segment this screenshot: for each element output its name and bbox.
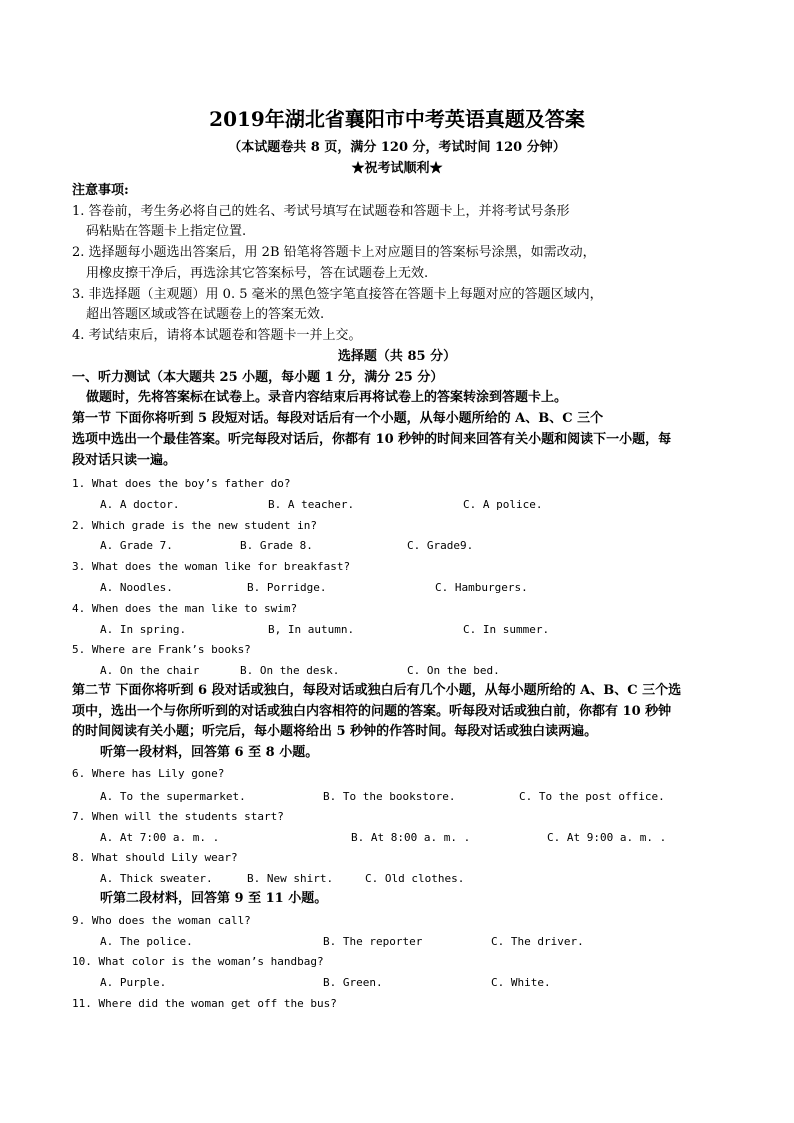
section-heading: 一、听力测试（本大题共 25 小题，每小题 1 分，满分 25 分） xyxy=(72,370,444,385)
part1-instruction: 第一节 下面你将听到 5 段短对话。每段对话后有一个小题，从每小题所给的 A、B、C 三个 xyxy=(72,411,604,426)
option-c: C. On the bed. xyxy=(407,664,500,677)
page-title: 2019年湖北省襄阳市中考英语真题及答案 xyxy=(209,107,585,131)
part2-instruction: 项中，选出一个与你所听到的对话或独白内容相符的问题的答案。听每段对话或独白前，你都有 10 秒钟 xyxy=(72,704,672,719)
material-heading: 听第一段材料，回答第 6 至 8 小题。 xyxy=(100,745,319,760)
notes-heading: 注意事项: xyxy=(72,183,129,198)
part2-instruction: 第二节 下面你将听到 6 段对话或独白，每段对话或独白后有几个小题，从每小题所给的 A、B、C 三个选 xyxy=(72,683,682,698)
note-line: 码粘贴在答题卡上指定位置. xyxy=(86,224,247,239)
note-line: 超出答题区域或答在试题卷上的答案无效. xyxy=(86,307,325,322)
question-text: 2. Which grade is the new student in? xyxy=(72,519,318,532)
note-line: 3. 非选择题（主观题）用 0. 5 毫米的黑色签字笔直接答在答题卡上每题对应的答题区域内， xyxy=(72,287,603,302)
blessing-line: ★祝考试顺利★ xyxy=(351,161,443,176)
option-a: A. The police. xyxy=(100,935,193,948)
option-c: C. Hamburgers. xyxy=(435,581,528,594)
question-text: 4. When does the man like to swim? xyxy=(72,602,298,615)
option-a: A. In spring. xyxy=(100,623,187,636)
question-text: 10. What color is the woman’s handbag? xyxy=(72,955,324,968)
question-text: 8. What should Lily wear? xyxy=(72,851,238,864)
option-a: A. Noodles. xyxy=(100,581,173,594)
option-b: B. New shirt. xyxy=(247,872,334,885)
option-b: B. The reporter xyxy=(323,935,423,948)
part1-instruction: 选项中选出一个最佳答案。听完每段对话后，你都有 10 秒钟的时间来回答有关小题和阅读下一小题，每 xyxy=(72,432,672,447)
question-text: 11. Where did the woman get off the bus? xyxy=(72,997,337,1010)
note-line: 1. 答卷前，考生务必将自己的姓名、考试号填写在试题卷和答题卡上，并将考试号条形 xyxy=(72,204,570,219)
question-text: 9. Who does the woman call? xyxy=(72,914,251,927)
option-c: C. The driver. xyxy=(491,935,584,948)
question-text: 5. Where are Frank’s books? xyxy=(72,643,251,656)
question-text: 7. When will the students start? xyxy=(72,810,284,823)
section-instruction: 做题时，先将答案标在试卷上。录音内容结束后再将试卷上的答案转涂到答题卡上。 xyxy=(86,390,568,405)
part2-instruction: 的时间阅读有关小题；听完后，每小题将给出 5 秒钟的作答时间。每段对话或独白读两遍。 xyxy=(72,724,598,739)
option-b: B. Grade 8. xyxy=(240,539,313,552)
option-b: B. On the desk. xyxy=(240,664,340,677)
note-line: 4. 考试结束后，请将本试题卷和答题卡一并上交。 xyxy=(72,328,362,343)
option-c: C. White. xyxy=(491,976,551,989)
exam-subtitle: （本试题卷共 8 页，满分 120 分，考试时间 120 分钟） xyxy=(228,140,566,155)
option-a: A. At 7:00 a. m. . xyxy=(100,831,220,844)
question-text: 3. What does the woman like for breakfast? xyxy=(72,560,351,573)
option-a: A. Purple. xyxy=(100,976,167,989)
option-c: C. To the post office. xyxy=(519,790,665,803)
option-b: B, In autumn. xyxy=(268,623,355,636)
option-b: B. Green. xyxy=(323,976,383,989)
option-c: C. A police. xyxy=(463,498,543,511)
part-heading: 选择题（共 85 分） xyxy=(337,349,457,364)
part1-instruction: 段对话只读一遍。 xyxy=(72,453,177,468)
option-b: B. Porridge. xyxy=(247,581,327,594)
option-a: A. Grade 7. xyxy=(100,539,173,552)
option-c: C. At 9:00 a. m. . xyxy=(547,831,667,844)
option-a: A. To the supermarket. xyxy=(100,790,246,803)
question-text: 6. Where has Lily gone? xyxy=(72,767,225,780)
option-c: C. Grade9. xyxy=(407,539,474,552)
option-a: A. Thick sweater. xyxy=(100,872,213,885)
option-a: A. On the chair xyxy=(100,664,200,677)
option-b: B. At 8:00 a. m. . xyxy=(351,831,471,844)
note-line: 用橡皮擦干净后，再选涂其它答案标号，答在试题卷上无效. xyxy=(86,266,429,281)
option-c: C. In summer. xyxy=(463,623,550,636)
option-c: C. Old clothes. xyxy=(365,872,465,885)
option-a: A. A doctor. xyxy=(100,498,180,511)
option-b: B. To the bookstore. xyxy=(323,790,456,803)
note-line: 2. 选择题每小题选出答案后，用 2B 铅笔将答题卡上对应题目的答案标号涂黑，如需改动， xyxy=(72,245,596,260)
question-text: 1. What does the boy’s father do? xyxy=(72,477,291,490)
material-heading: 听第二段材料，回答第 9 至 11 小题。 xyxy=(100,891,328,906)
option-b: B. A teacher. xyxy=(268,498,355,511)
